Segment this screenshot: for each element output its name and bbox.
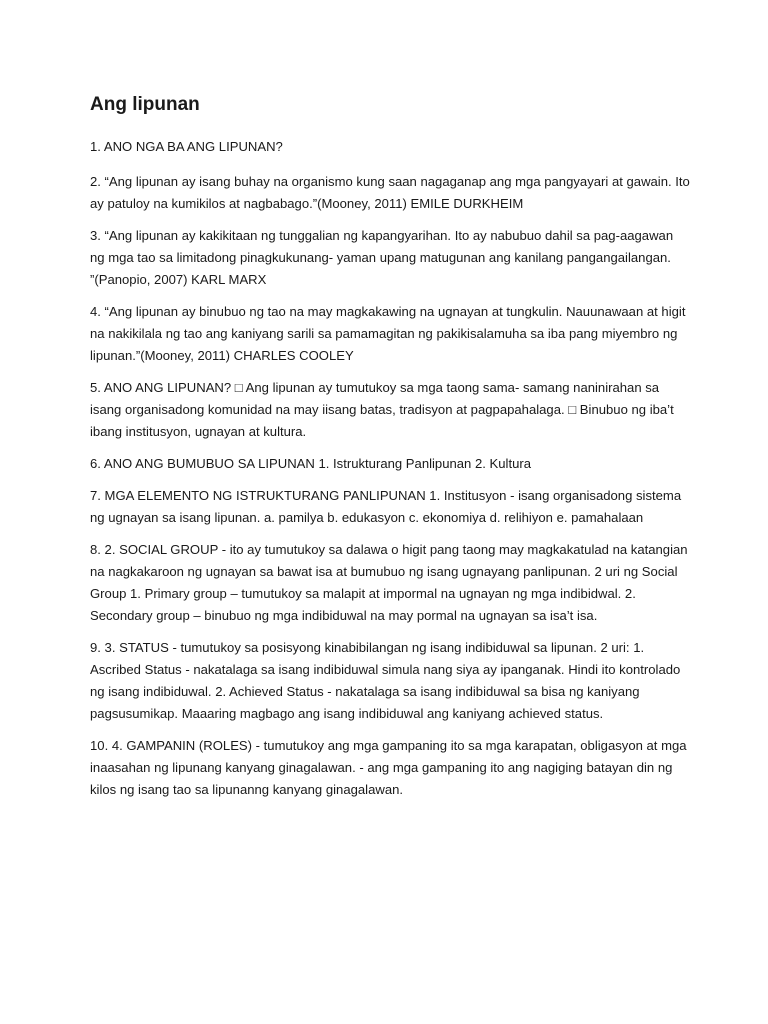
paragraph-4: 4. “Ang lipunan ay binubuo ng tao na may magkakawing na ugnayan at tungkulin. Nauunawaan at higit na nakikilala ng tao ang kaniyang sarili sa pamamagitan ng pakikisalamuha sa iba pang miyembro ng lipunan.”(Mooney, 2011) CHARLES COOLEY (90, 304, 686, 363)
paragraph-8: 8. 2. SOCIAL GROUP - ito ay tumutukoy sa dalawa o higit pang taong may magkakatulad na katangian na nagkakaroon ng ugnayan sa bawat isa at bumubuo ng isang ugnayang panlipunan. 2 uri ng Social Group 1. Primary group – tumutukoy sa malapit at impormal na ugnayan ng mga indibidwal. 2. Secondary group – binubuo ng mga indibiduwal na may pormal na ugnayan sa isa’t isa. (90, 542, 688, 623)
paragraph-10: 10. 4. GAMPANIN (ROLES) - tumutukoy ang mga gampaning ito sa mga karapatan, obligasyon at mga inaasahan ng lipunang kanyang ginagalawan. - ang mga gampaning ito ang nagiging batayan din ng kilos ng isang tao sa lipunanng kanyang ginagalawan. (90, 738, 687, 797)
paragraph-9: 9. 3. STATUS - tumutukoy sa posisyong kinabibilangan ng isang indibiduwal sa lipunan. 2 uri: 1. Ascribed Status - nakatalaga sa isang indibiduwal simula nang siya ay ipanganak. Hindi ito kontrolado ng isang indibiduwal. 2. Achieved Status - nakatalaga sa isang indibiduwal sa bisa ng kaniyang pagsusumikap. Maaaring magbago ang isang indibiduwal ang kaniyang achieved status. (90, 640, 681, 721)
document-page (90, 92, 690, 811)
document-title: Ang lipunan (90, 94, 200, 115)
paragraph-2: 2. “Ang lipunan ay isang buhay na organismo kung saan nagaganap ang mga pangyayari at gawain. Ito ay patuloy na kumikilos at nagbabago.”(Mooney, 2011) EMILE DURKHEIM (90, 174, 690, 211)
paragraph-1: 1. ANO NGA BA ANG LIPUNAN? (90, 139, 283, 154)
paragraph-7: 7. MGA ELEMENTO NG ISTRUKTURANG PANLIPUNAN 1. Institusyon - isang organisadong sistema ng ugnayan sa isang lipunan. a. pamilya b. edukasyon c. ekonomiya d. relihiyon e. pamahalaan (90, 488, 682, 525)
paragraph-3: 3. “Ang lipunan ay kakikitaan ng tunggalian ng kapangyarihan. Ito ay nabubuo dahil sa pag-aagawan ng mga tao sa limitadong pinagkukunang- yaman upang matugunan ang kanilang pangangailangan. ”(Panopio, 2007) KARL MARX (90, 228, 674, 287)
paragraph-6: 6. ANO ANG BUMUBUO SA LIPUNAN 1. Istrukturang Panlipunan 2. Kultura (90, 456, 532, 471)
paragraph-5: 5. ANO ANG LIPUNAN? □ Ang lipunan ay tumutukoy sa mga taong sama- samang naninirahan sa isang organisadong komunidad na may iisang batas, tradisyon at pagpapahalaga. □ Binubuo ng iba’t ibang institusyon, ugnayan at kultura. (90, 380, 674, 439)
